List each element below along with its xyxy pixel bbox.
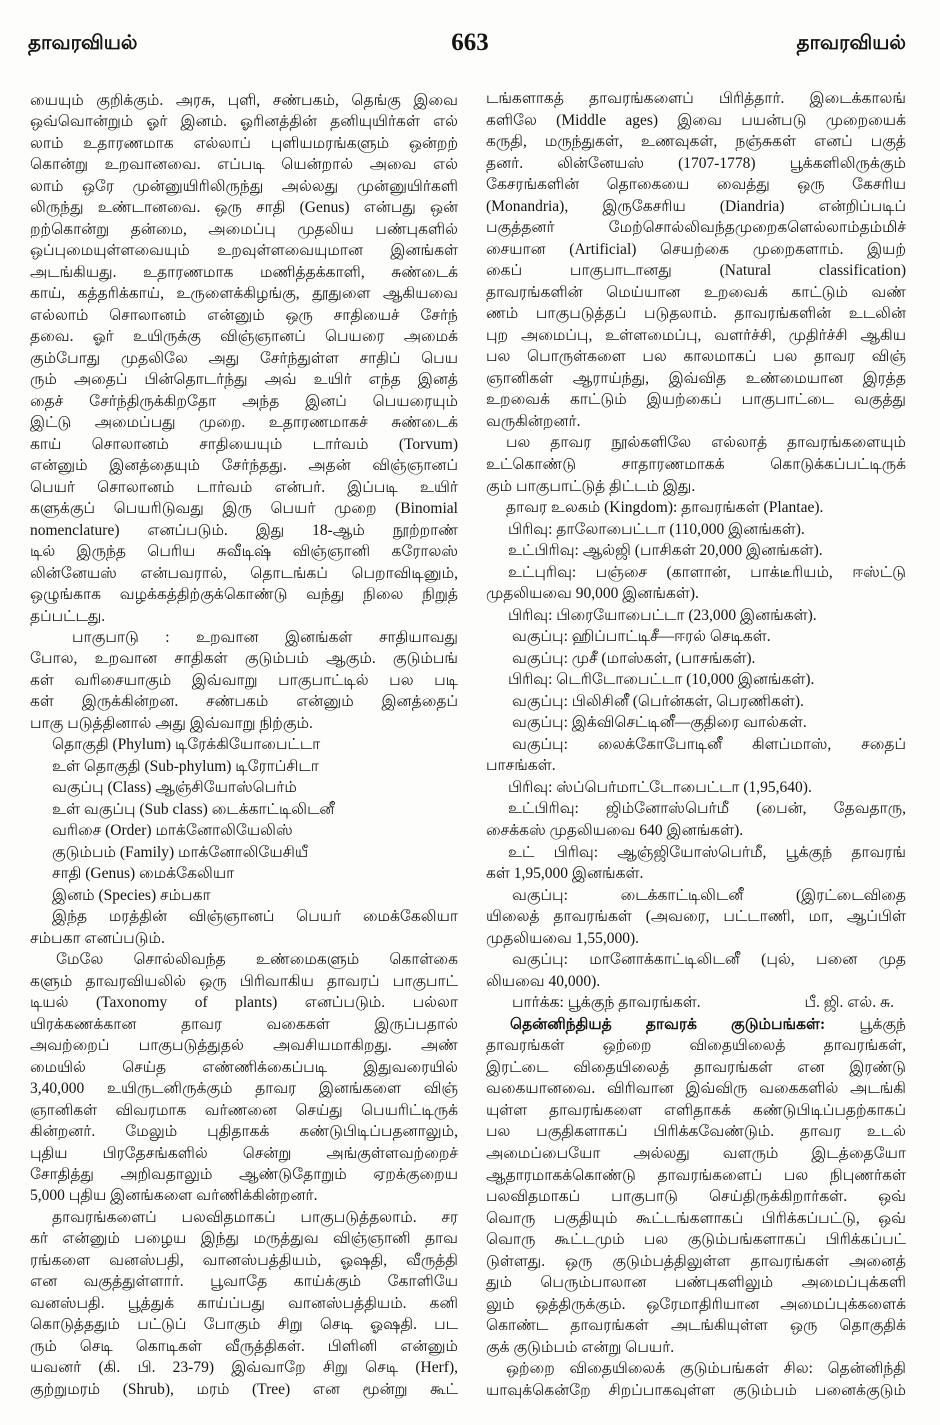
text-line: கள் வரிசையாகும் இவ்வாறு பாகுபாட்டில் பல படி bbox=[30, 671, 458, 689]
text-line: தாவர உலகம் (Kingdom): தாவரங்கள் (Plantae). bbox=[506, 499, 824, 517]
text-line: nomenclature) எனப்படும். இது 18-ஆம் நூற்றாண் bbox=[30, 521, 458, 539]
text-line: உட்புரிவு: பஞ்சை (காளான், பாக்டீரியம், ஈஸ்ட்டு bbox=[508, 563, 906, 581]
text-line: உட்பிரிவு: ஆல்ஜி (பாசிகள் 20,000 இனங்கள்). bbox=[508, 542, 823, 560]
text-line: இந்த மரத்தின் விஞ்ஞானப் பெயர் மைக்கேலியா bbox=[52, 908, 458, 926]
text-line: வனஸ்பதி. பூத்துக் காய்ப்பது வானஸ்பத்தியம். கனி bbox=[30, 1294, 458, 1312]
text-line: முதலியவை 1,55,000). bbox=[486, 929, 640, 947]
right-column bbox=[486, 0, 906, 1425]
text-line: பல பகுதிகளாகப் பிரிக்கவேண்டும். தாவர உடல் bbox=[486, 1123, 906, 1141]
text-line: தப்பட்டது. bbox=[30, 607, 106, 625]
text-line: கும்போது முதலிலே அது சேர்ந்துள்ள சாதிப் பெய bbox=[30, 349, 458, 367]
text-line: வகுப்பு: ஹிப்பாட்டிசீ—ஈரல் செடிகள். bbox=[512, 628, 771, 646]
text-line: ரும் செடி கொடிகள் வீருத்திகள். பிளினி என்னும் bbox=[30, 1337, 458, 1355]
text-line: தைச் சேர்ந்திருக்கிறதோ அந்த இனப் பெயரையும் bbox=[30, 392, 458, 410]
text-line: சாதி (Genus) மைக்கேலியா bbox=[52, 865, 235, 883]
text-line: டுள்ளது. ஒரு குடும்பத்திலுள்ள தாவரங்கள் அனைத் bbox=[486, 1252, 906, 1270]
text-line: ஒப்புமையுள்ளவையும் உறவுள்ளவையுமான இனங்கள் bbox=[30, 242, 458, 260]
text-line: ஒழுங்காக வழக்கத்திற்குக்கொண்டு வந்து நிலை நிறுத் bbox=[30, 586, 458, 604]
text-line: றற்கொன்று தன்மை, அமைப்பு முதலிய பண்புகளில் bbox=[30, 220, 458, 238]
text-line: இட்டு அமைப்பது முறை. உதாரணமாகச் சுண்டைக் bbox=[30, 414, 458, 432]
text-line: காய் சொலானம் சாதியையும் டார்வம் (Torvum) bbox=[30, 435, 458, 453]
text-line: கொண்ட தாவரங்கள் அடங்கியுள்ள ஒரு தொகுதிக் bbox=[486, 1317, 906, 1335]
text-line: பிரிவு: தாலோபைட்டா (110,000 இனங்கள்). bbox=[508, 520, 805, 538]
text-line: டியல் (Taxonomy of plants) எனப்படும். பல்லா bbox=[30, 994, 458, 1012]
text-line: பிரிவு: ஸ்ப்பெர்மாட்டோபைட்டா (1,95,640). bbox=[508, 778, 812, 796]
text-line: பாசங்கள். bbox=[486, 757, 556, 775]
text-line: பாகு படுத்தினால் அது இவ்வாறு நிற்கும். bbox=[30, 714, 313, 732]
text-line: வகுப்பு: இக்விசெட்டினீ—குதிரை வால்கள். bbox=[512, 714, 807, 732]
text-line: தவை. ஓர் உயிருக்கு விஞ்ஞானப் பெயரை அமைக் bbox=[30, 328, 458, 346]
text-line: யாவுக்கென்றே சிறப்பாகவுள்ள குடும்பம் பனைக்குடும் bbox=[486, 1381, 906, 1399]
text-line: தொகுதி (Phylum) டிரேக்கியோபைட்டா bbox=[52, 736, 321, 754]
text-line: ரங்களை வனஸ்பதி, வானஸ்பத்தியம், ஓஷதி, வீருத்தி bbox=[30, 1251, 458, 1269]
text-line: காய், கத்தரிக்காய், உருளைக்கிழங்கு, தூதுளை ஆகியவை bbox=[30, 285, 458, 303]
text-line-body: பார்க்க: பூக்குந் தாவரங்கள். bbox=[512, 994, 701, 1012]
text-line: கும் பாகுபாட்டுத் திட்டம் இது. bbox=[486, 477, 696, 495]
running-title-right: தாவரவியல் bbox=[796, 32, 906, 54]
text-line: வகுப்பு: மானோக்காட்டிலிடனீ (புல், பனை முத bbox=[512, 951, 906, 969]
text-line: உள் தொகுதி (Sub-phylum) டிரோப்சிடா bbox=[52, 757, 319, 775]
text-line: உட்கொண்டு சாதாரணமாகக் கொடுக்கப்பட்டிருக் bbox=[486, 456, 906, 473]
text-line: வரிசை (Order) மாக்னோலியேலிஸ் bbox=[52, 822, 293, 840]
text-line bbox=[486, 992, 906, 1013]
text-line: லியவை 40,000). bbox=[486, 972, 601, 990]
text-line-rest: பூக்குந் bbox=[859, 1015, 906, 1033]
text-line: முதலியவை 90,000 இனங்கள்). bbox=[486, 585, 699, 603]
left-column bbox=[30, 0, 458, 1425]
text-line: அடங்கியது. உதாரணமாக மணித்தக்காளி, சுண்டைக் bbox=[30, 263, 458, 281]
text-line: யிலைத் தாவரங்கள் (அவரை, பட்டாணி, மா, ஆப்பிள் bbox=[486, 908, 906, 926]
text-line: கொடுத்ததும் பட்டுப் போகும் சிறு செடி ஓஷதி. பட bbox=[30, 1316, 458, 1334]
text-line: களும் தாவரவியலில் ஒரு பிரிவாகிய தாவரப் பாகுபாட் bbox=[30, 972, 458, 990]
text-line: ஒற்றை விதையிலைக் குடும்பங்கள் சில: தென்னிந்தி bbox=[506, 1360, 906, 1378]
text-line: ஒவ்வொன்றும் ஓர் இனம். ஓரினத்தின் தனியுயிர்கள் எல் bbox=[30, 113, 458, 131]
text-line: டில் இருந்த பெரிய சுவீடிஷ் விஞ்ஞானி கரோலஸ் bbox=[30, 543, 458, 561]
text-line: என வகுத்துள்ளார். பூவாதே காய்க்கும் கோளியே bbox=[30, 1273, 458, 1291]
text-line: லும் ஒத்திருக்கும். ஒரேமாதிரியான அமைப்புக்களைக் bbox=[486, 1295, 906, 1313]
text-line: அவற்றைப் பாகுபடுத்துதல் அவசியமாகிறது. அண் bbox=[30, 1037, 458, 1055]
text-line: தாவரங்களைப் பலவிதமாகப் பாகுபடுத்தலாம். சர bbox=[52, 1208, 458, 1226]
text-line: தாவரங்கள் ஒற்றை விதையிலைத் தாவரங்கள், bbox=[486, 1037, 906, 1055]
text-line: பல தாவர நூல்களிலே எல்லாத் தாவரங்களையும் bbox=[506, 434, 906, 452]
text-line: பெயர் சொலானம் டார்வம் என்பர். இப்படி உயிர் bbox=[30, 478, 458, 496]
text-line: யுள்ள தாவரங்களை எளிதாகக் கண்டுபிடிப்பதற்காகப் bbox=[486, 1101, 906, 1119]
text-line: வகுப்பு: முசீ (மாஸ்கள், (பாசங்கள்). bbox=[512, 649, 756, 667]
text-line: தனர். லின்னேயஸ் (1707-1778) பூக்களிலிருக்கும் bbox=[486, 154, 906, 172]
text-line: என்னும் இனத்தையும் சேர்ந்தது. அதன் விஞ்ஞானப் bbox=[30, 457, 458, 475]
page-number: 663 bbox=[451, 29, 489, 56]
text-line: கருதி, மருந்துகள், உணவுகள், நஞ்சுகள் எனப் பகுத் bbox=[486, 133, 906, 151]
text-line: பல பொருள்களை பல காலமாகப் பல தாவர விஞ் bbox=[486, 348, 906, 366]
text-line: கள் இருக்கின்றன. சண்பகம் என்னும் இனத்தைப் bbox=[30, 693, 458, 711]
text-line: சம்பகா எனப்படும். bbox=[30, 929, 165, 947]
text-line: (Monandria), இருகேசரிய (Diandria) என்றிப்படிப் bbox=[486, 197, 906, 215]
text-line: வகுப்பு: டைக்காட்டிலிடனீ (இரட்டைவிதை bbox=[512, 886, 906, 904]
text-line: மேலே சொல்லிவந்த உண்மைகளும் கொள்கை bbox=[56, 951, 458, 969]
text-line: களிலே (Middle ages) இவை பயன்படு முறையைக் bbox=[486, 111, 906, 129]
text-line: பாகுபாடு : உறவான இனங்கள் சாதியாவது bbox=[72, 629, 458, 646]
text-line: புதிய பிரதேசங்களில் சென்று அங்குள்ளவற்றைச் bbox=[30, 1144, 458, 1162]
text-line: சைக்கஸ் முதலியவை 640 இனங்கள்). bbox=[486, 822, 744, 840]
section-heading: தென்னிந்தியத் தாவரக் குடும்பங்கள்: bbox=[510, 1015, 826, 1033]
text-line: பகுத்தனர் மேற்சொல்லிவந்தமுறைகளெல்லாம்தம்மிச் bbox=[486, 219, 906, 237]
text-line: போல, உறவான சாதிகள் குடும்பம் ஆகும். குடும்பங் bbox=[30, 650, 458, 668]
text-line: டங்களாகத் தாவரங்களைப் பிரித்தார். இடைக்காலங் bbox=[486, 90, 906, 107]
text-line: கள் 1,95,000 இனங்கள். bbox=[486, 865, 644, 883]
text-line: லிருந்து உண்டானவை. ஒரு சாதி (Genus) என்பது ஒன் bbox=[30, 199, 458, 217]
text-line: ஞானிகள் விவரமாக வர்ணனை செய்து பெயரிட்டிருக் bbox=[30, 1101, 458, 1119]
text-line: லாம் உதாரணமாக எல்லாப் புளியமரங்களும் ஒன்றற் bbox=[30, 134, 458, 152]
text-line: கேசரங்களின் தொகையை வைத்து ஒரு கேசரிய bbox=[486, 176, 906, 194]
text-line: வகுப்பு: பிலிசினீ (பெர்ன்கள், பெரணிகள்). bbox=[512, 692, 804, 710]
text-line: உள் வகுப்பு (Sub class) டைக்காட்டிலிடனீ bbox=[52, 800, 335, 818]
text-line: பிரிவு: பிரையோபைட்டா (23,000 இனங்கள்). bbox=[508, 606, 817, 624]
text-line: எல்லாம் சொலானம் என்னும் ஒரு சாதியைச் சேர்ந் bbox=[30, 306, 458, 324]
text-line: வகையானவை. விரிவான இவ்விரு வகைகளில் அடங்கி bbox=[486, 1080, 906, 1098]
text-line: ணம் பாகுபடுத்தப் படுதலாம். தாவரங்களின் உடலின் bbox=[486, 305, 906, 323]
text-line: கர் என்னும் பழைய இந்து மருத்துவ விஞ்ஞானி தாவ bbox=[30, 1230, 458, 1248]
text-line: வொரு கூட்டமும் பல குடும்பங்களாகப் பிரிக்கப்பட் bbox=[486, 1231, 906, 1249]
text-line: வகுப்பு (Class) ஆஞ்சியோஸ்பெர்ம் bbox=[52, 779, 297, 797]
text-line: குடும்பம் (Family) மாக்னோலியேசியீ bbox=[52, 843, 309, 861]
text-line: பிரிவு: டெரிடோபைட்டா (10,000 இனங்கள்). bbox=[508, 671, 815, 689]
text-line: ரும் அதைப் பின்தொடர்ந்து அவ் உயிர் எந்த இனத் bbox=[30, 371, 458, 389]
text-line: இனம் (Species) சம்பகா bbox=[52, 886, 211, 904]
text-line: வொரு பகுதியும் கூட்டங்களாகப் பிரிக்கப்பட்டு, ஒவ் bbox=[486, 1209, 906, 1227]
text-line: குக் குடும்பம் என்று பெயர். bbox=[486, 1338, 675, 1356]
text-line: குற்றுமரம் (Shrub), மரம் (Tree) என மூன்று கூட் bbox=[30, 1380, 458, 1398]
text-line: உட் பிரிவு: ஆஞ்ஜியோஸ்பெர்மீ, பூக்குந் தாவரங் bbox=[508, 843, 906, 861]
text-line: யிரக்கணக்கான தாவர வகைகள் இருப்பதால் bbox=[30, 1015, 458, 1033]
text-line: இரட்டை விதையிலைத் தாவரங்கள் என இரண்டு bbox=[486, 1058, 906, 1076]
text-line: கொன்று உறவானவை. எப்படி யென்றால் அவை எல் bbox=[30, 156, 458, 174]
text-line: புற அமைப்பு, உள்ளமைப்பு, வளர்ச்சி, முதிர்ச்சி ஆகிய bbox=[486, 326, 906, 344]
text-line: வருகின்றனர். bbox=[486, 412, 581, 430]
text-line: தும் பெரும்பாலான பண்புகளிலும் அமைப்புக்களி bbox=[486, 1274, 906, 1292]
text-line: 3,40,000 உயிருடனிருக்கும் தாவர இனங்களை விஞ் bbox=[30, 1080, 458, 1098]
text-line: 5,000 புதிய இனங்களை வர்ணிக்கின்றனர். bbox=[30, 1187, 318, 1205]
text-line: லின்னேயஸ் என்பவரால், தொடங்கப் பெறாவிடினும், bbox=[30, 564, 458, 582]
text-line: அமைப்பையோ அல்லது வளரும் இடத்தையோ bbox=[486, 1144, 906, 1162]
text-line bbox=[486, 1014, 906, 1035]
text-line: லாம் ஒரே முன்னுயிரிலிருந்து அல்லது முன்னுயிர்களி bbox=[30, 177, 458, 195]
text-line: சையான (Artificial) செயற்கை முறைகளாம். இயற் bbox=[486, 240, 906, 258]
text-line: வகுப்பு: லைக்கோபோடினீ கிளப்மாஸ், சதைப் bbox=[512, 735, 906, 753]
text-line: மையில் செய்த எண்ணிக்கைப்படி இதுவரையில் bbox=[30, 1058, 458, 1076]
text-line: கின்றனர். மேலும் புதிதாகக் கண்டுபிடிப்பதனாலும், bbox=[30, 1123, 458, 1141]
text-line: உறவைக் காட்டும் இயற்கைப் பாகுபாட்டை வகுத்து bbox=[486, 391, 906, 409]
running-title-left: தாவரவியல் bbox=[28, 32, 138, 54]
text-line: பலவிதமாகப் பாகுபாடு செய்திருக்கிறார்கள். ஒவ் bbox=[486, 1188, 906, 1206]
text-line: ஞானிகள் ஆராய்ந்து, இவ்வித உண்மையான இரத்த bbox=[486, 369, 906, 387]
text-line: கைப் பாகுபாடானது (Natural classification) bbox=[486, 262, 906, 280]
text-line: ஆதாரமாகக்கொண்டு தாவரங்களைப் பல நிபுணர்கள் bbox=[486, 1166, 906, 1184]
text-line: சோதித்து அறிவதாலும் ஆண்டுதோறும் ஏறக்குறைய bbox=[30, 1166, 458, 1183]
text-line: உட்பிரிவு: ஜிம்னோஸ்பெர்மீ (பைன், தேவதாரு, bbox=[508, 800, 906, 818]
text-line: களுக்குப் பெயரிடுவது இரு பெயர் முறை (Binomial bbox=[30, 500, 458, 518]
text-line: யையும் குறிக்கும். அரசு, புளி, சண்பகம், தெங்கு இவை bbox=[30, 92, 458, 109]
text-line: தாவரங்களின் மெய்யான உறவைக் காட்டும் வண் bbox=[486, 283, 906, 301]
text-line: யவனர் (கி. பி. 23-79) இவ்வாறே சிறு செடி (Herf), bbox=[30, 1359, 458, 1377]
author-signature: பீ. ஜி. எல். சு. bbox=[804, 994, 894, 1012]
